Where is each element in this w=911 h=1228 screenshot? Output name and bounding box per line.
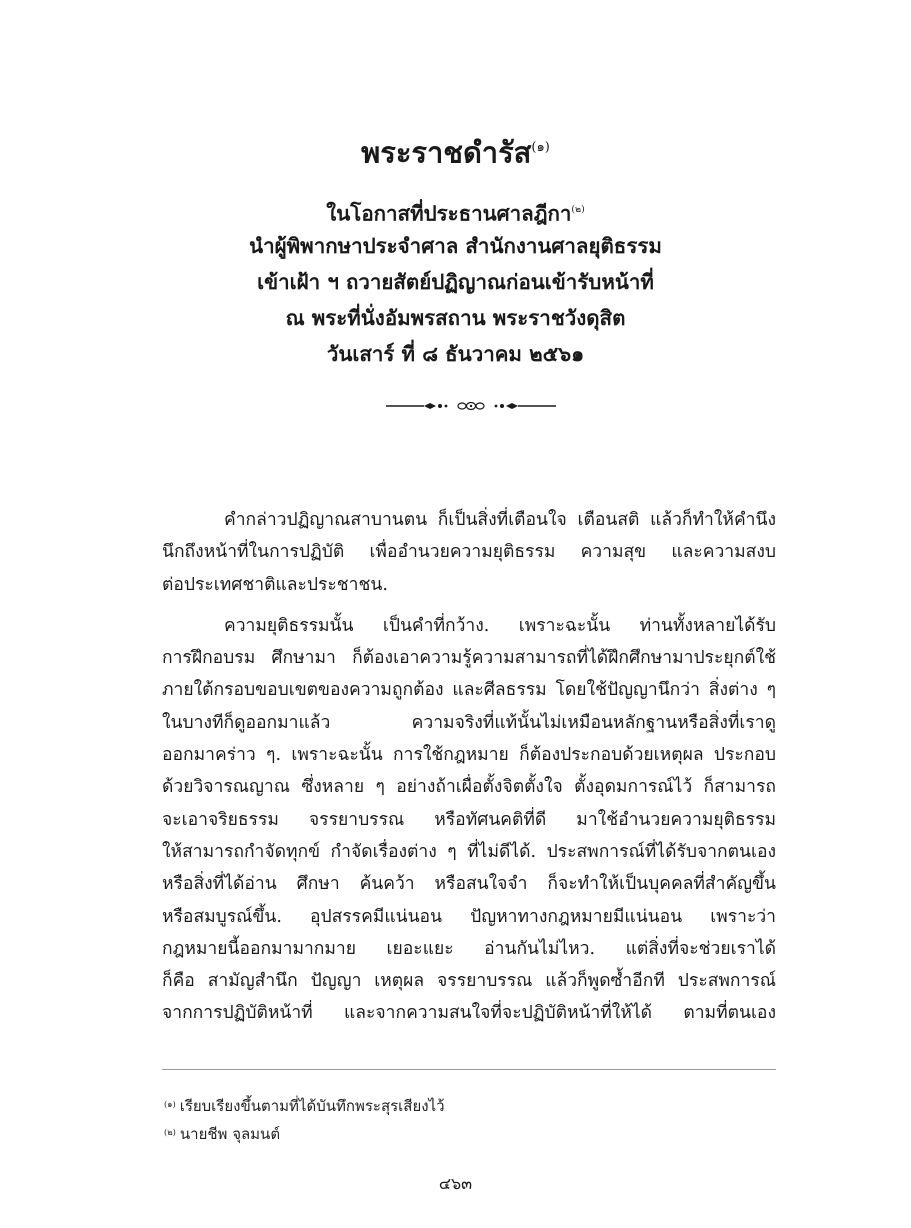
footnote-text: เรียบเรียงขึ้นตามที่ได้บันทึกพระสุรเสียงไว้ (179, 1097, 445, 1116)
text-line: ภายใต้กรอบขอบเขตของความถูกต้อง และศีลธรรม โดยใช้ปัญญานึกว่า สิ่งต่าง ๆ (162, 680, 776, 701)
footnote-marker: (๑) (164, 1099, 176, 1109)
subtitle-line: ในโอกาสที่ประธานศาลฎีกา$^{(๒)}$ (326, 201, 585, 226)
subtitle-line: ณ พระที่นั่งอัมพรสถาน พระราชวังดุสิต (285, 306, 626, 330)
body-text (162, 504, 776, 1030)
footnote-text: นายชีพ จุลมนต์ (179, 1125, 281, 1144)
subtitle-block (0, 192, 911, 372)
text-line: ในบางทีก็ดูออกมาแล้ว ความจริงที่แท้นั้นไม่เหมือนหลักฐานหรือสิ่งที่เราดู (162, 712, 776, 733)
subtitle-footnote-marker[interactable]: (๒) (571, 204, 585, 215)
text-line: กฎหมายนี้ออกมามากมาย เยอะแยะ อ่านกันไม่ไหว. แต่สิ่งที่จะช่วยเราได้ (162, 938, 776, 959)
text-line: จะเอาจริยธรรม จรรยาบรรณ หรือทัศนคติที่ดี มาใช้อำนวยความยุติธรรม (162, 809, 776, 830)
text-line: นึกถึงหน้าที่ในการปฏิบัติ เพื่ออำนวยความยุติธรรม ความสุข และความสงบ (162, 542, 776, 563)
text-line: ต่อประเทศชาติและประชาชน. (162, 574, 388, 595)
paragraph (162, 610, 776, 1030)
text-line: ความยุติธรรมนั้น เป็นคำที่กว้าง. เพราะฉะนั้น ท่านทั้งหลายได้รับ (224, 615, 776, 636)
footnote-item (164, 1118, 445, 1146)
page-number: ๔๖๓ (438, 1174, 473, 1193)
text-line: ให้สามารถกำจัดทุกข์ กำจัดเรื่องต่าง ๆ ที่ไม่ดีได้. ประสพการณ์ที่ได้รับจากตนเอง (162, 841, 776, 862)
text-line: ก็คือ สามัญสำนึก ปัญญา เหตุผล จรรยาบรรณ แล้วก็พูดซ้ำอีกที ประสพการณ์ (162, 971, 776, 992)
page-title (0, 128, 911, 173)
subtitle-line: นำผู้พิพากษาประจำศาล สำนักงานศาลยุติธรรม (249, 234, 662, 258)
footnote-separator (162, 1069, 776, 1070)
text-line: หรือสิ่งที่ได้อ่าน ศึกษา ค้นคว้า หรือสนใจจำ ก็จะทำให้เป็นบุคคลที่สำคัญขึ้น (162, 874, 776, 895)
title-text: พระราชดำรัส (361, 135, 532, 170)
subtitle-line: เข้าเฝ้า ฯ ถวายสัตย์ปฏิญาณก่อนเข้ารับหน้าที่ (257, 270, 654, 294)
footnote-marker: (๒) (164, 1127, 176, 1137)
footnotes (164, 1090, 445, 1146)
title-footnote-marker[interactable]: (๑) (531, 140, 550, 155)
text-line: ออกมาคร่าว ๆ. เพราะฉะนั้น การใช้กฎหมาย ก็ต้องประกอบด้วยเหตุผล ประกอบ (162, 745, 776, 766)
flourish-divider-icon (384, 396, 558, 416)
subtitle-date: วันเสาร์ ที่ ๘ ธันวาคม ๒๕๖๑ (326, 342, 585, 366)
text-line: จากการปฏิบัติหน้าที่ และจากความสนใจที่จะปฏิบัติหน้าที่ให้ได้ ตามที่ตนเอง (162, 1003, 776, 1024)
text-line: การฝึกอบรม ศึกษามา ก็ต้องเอาความรู้ความสามารถที่ได้ฝึกศึกษามาประยุกต์ใช้ (162, 648, 776, 669)
paragraph (162, 504, 776, 601)
text-line: ด้วยวิจารณญาณ ซึ่งหลาย ๆ อย่างถ้าเผื่อตั้งจิตตั้งใจ ตั้งอุดมการณ์ไว้ ก็สามารถ (162, 777, 776, 798)
text-line: หรือสมบูรณ์ขึ้น. อุปสรรคมีแน่นอน ปัญหาทางกฎหมายมีแน่นอน เพราะว่า (162, 906, 776, 927)
text-line: คำกล่าวปฏิญาณสาบานตน ก็เป็นสิ่งที่เตือนใจ เตือนสติ แล้วก็ทำให้คำนึง (224, 510, 776, 530)
footnote-item (164, 1090, 445, 1118)
